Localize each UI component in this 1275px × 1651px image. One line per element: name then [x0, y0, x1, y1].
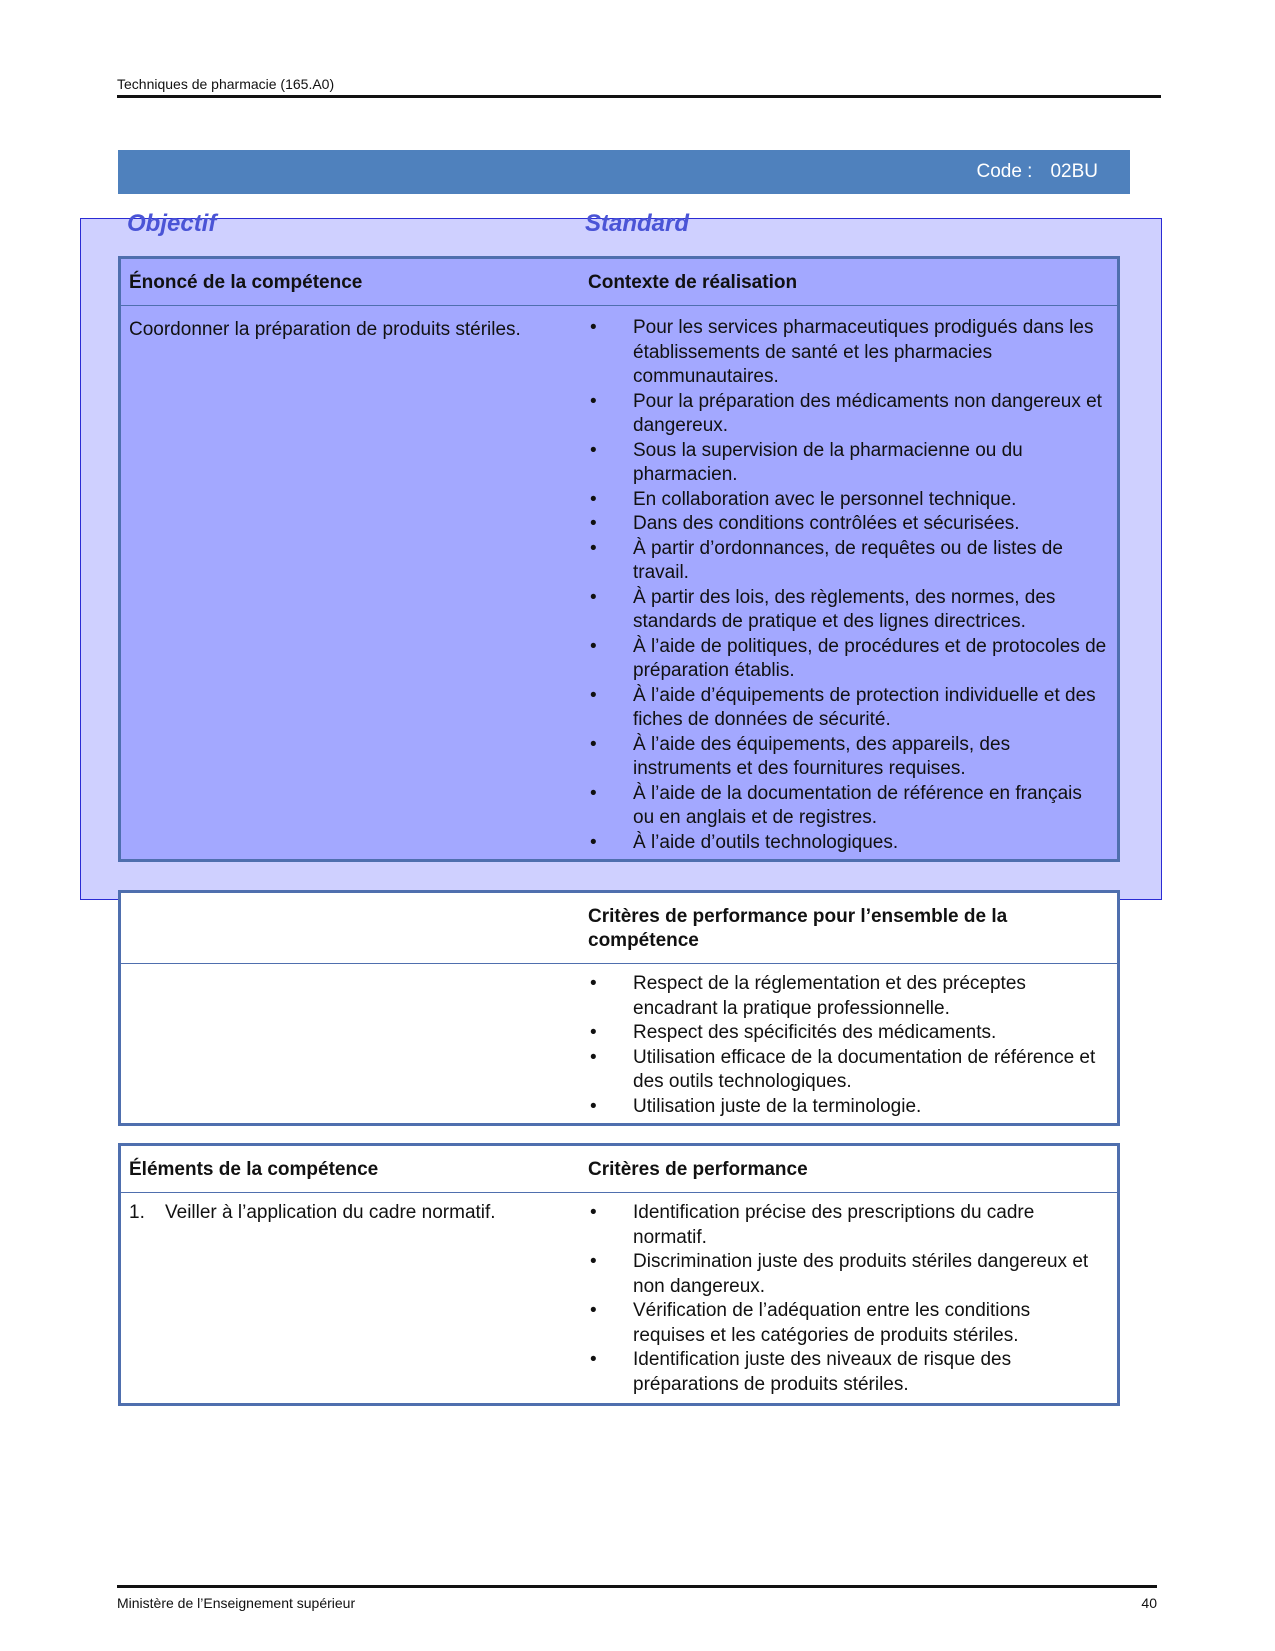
list-item: • À l’aide d’équipements de protection individuelle et des fiches de données de sécurité. — [588, 684, 1107, 733]
list-item: • Utilisation efficace de la documentation de référence et des outils technologiques. — [588, 1046, 1107, 1095]
table-body-row — [121, 1193, 1117, 1403]
context-header: Contexte de réalisation — [588, 272, 798, 293]
list-item: • Identification précise des prescriptions du cadre normatif. — [588, 1201, 1107, 1250]
competency-element — [121, 1201, 588, 1397]
elements-header: Éléments de la compétence — [129, 1159, 379, 1180]
table-header-row — [121, 1146, 1117, 1193]
empty-header-cell — [121, 893, 588, 963]
elements-criteria-table — [118, 1143, 1120, 1406]
statement-header: Énoncé de la compétence — [129, 272, 363, 293]
list-item: • À l’aide d’outils technologiques. — [588, 831, 1107, 856]
ministry-name: Ministère de l’Enseignement supérieur — [117, 1595, 356, 1611]
overall-criteria-list — [588, 972, 1107, 1119]
list-item: • Sous la supervision de la pharmacienne ou du pharmacien. — [588, 439, 1107, 488]
program-title: Techniques de pharmacie (165.A0) — [117, 76, 335, 92]
code-label: Code : — [976, 161, 1033, 182]
standard-heading: Standard — [585, 210, 690, 237]
empty-body-cell — [121, 972, 588, 1119]
list-item: • À l’aide des équipements, des appareils, des instruments et des fournitures requises. — [588, 733, 1107, 782]
list-item: • Identification juste des niveaux de risque des préparations de produits stériles. — [588, 1348, 1107, 1397]
list-item: • Dans des conditions contrôlées et sécurisées. — [588, 512, 1107, 537]
list-item: • Pour les services pharmaceutiques prodigués dans les établissements de santé et les pharmacies communautaires. — [588, 316, 1107, 390]
list-item: • Pour la préparation des médicaments non dangereux et dangereux. — [588, 390, 1107, 439]
context-list — [588, 316, 1107, 855]
list-item: • En collaboration avec le personnel technique. — [588, 488, 1107, 513]
running-header — [117, 76, 1161, 98]
table-body-row — [121, 964, 1117, 1123]
list-item: • Respect des spécificités des médicaments. — [588, 1021, 1107, 1046]
table-header-row — [121, 893, 1117, 964]
competency-statement: Coordonner la préparation de produits stériles. — [129, 319, 521, 340]
objective-heading: Objectif — [127, 210, 217, 237]
list-item: • Vérification de l’adéquation entre les conditions requises et les catégories de produits stériles. — [588, 1299, 1107, 1348]
code-banner — [118, 150, 1130, 194]
overall-criteria-header: Critères de performance pour l’ensemble de la compétence — [588, 906, 1008, 951]
list-item: • À partir des lois, des règlements, des normes, des standards de pratique et des lignes directrices. — [588, 586, 1107, 635]
list-item: • À l’aide de la documentation de référence en français ou en anglais et de registres. — [588, 782, 1107, 831]
list-item: • Respect de la réglementation et des préceptes encadrant la pratique professionnelle. — [588, 972, 1107, 1021]
competency-context-table — [118, 256, 1120, 862]
criteria-list — [588, 1201, 1107, 1397]
list-item: • Utilisation juste de la terminologie. — [588, 1095, 1107, 1120]
element-number: 1. — [129, 1202, 145, 1223]
code-value: 02BU — [1050, 161, 1098, 182]
table-header-row — [121, 259, 1117, 306]
table-body-row — [121, 306, 1117, 859]
list-item: • Discrimination juste des produits stériles dangereux et non dangereux. — [588, 1250, 1107, 1299]
list-item: • À l’aide de politiques, de procédures et de protocoles de préparation établis. — [588, 635, 1107, 684]
overall-criteria-table — [118, 890, 1120, 1126]
criteria-header: Critères de performance — [588, 1159, 808, 1180]
element-text: Veiller à l’application du cadre normatif. — [165, 1202, 496, 1223]
page-number: 40 — [1141, 1595, 1157, 1611]
running-footer — [117, 1585, 1157, 1611]
list-item: • À partir d’ordonnances, de requêtes ou de listes de travail. — [588, 537, 1107, 586]
